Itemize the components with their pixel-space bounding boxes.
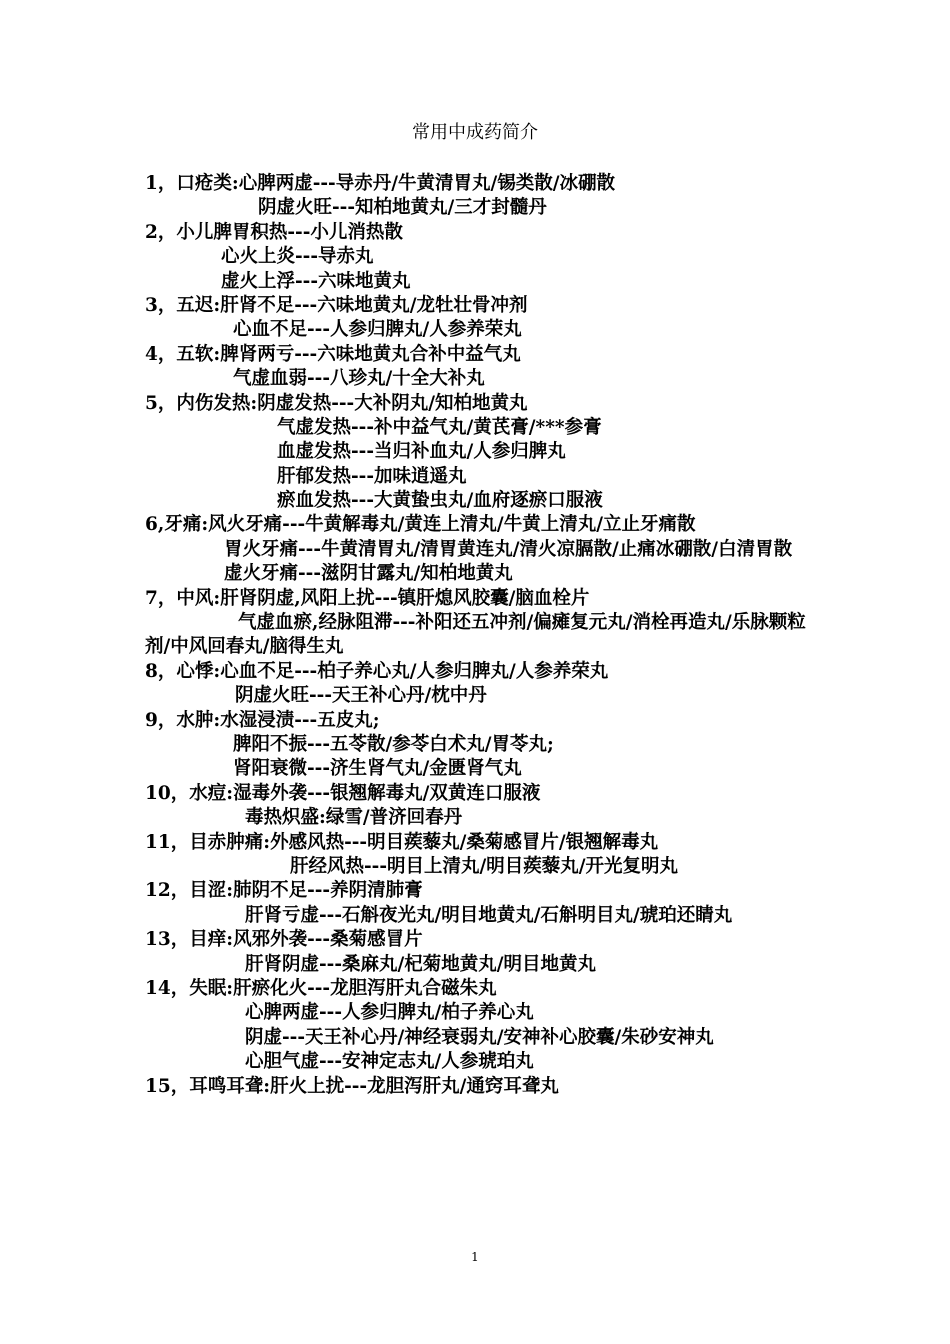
text-line: 10，水痘:湿毒外袭---银翘解毒丸/双黄连口服液 bbox=[145, 782, 541, 804]
text-line: 9，水肿:水湿浸渍---五皮丸; bbox=[145, 709, 380, 731]
text-line: 4，五软:脾肾两亏---六味地黄丸合补中益气丸 bbox=[145, 343, 521, 365]
text-line: 胃火牙痛---牛黄清胃丸/清胃黄连丸/清火凉膈散/止痛冰硼散/白清胃散 bbox=[224, 538, 793, 560]
text-line: 心血不足---人参归脾丸/人参养荣丸 bbox=[233, 319, 522, 341]
text-line: 5，内伤发热:阴虚发热---大补阴丸/知柏地黄丸 bbox=[145, 392, 528, 414]
text-line: 8，心悸:心血不足---柏子养心丸/人参归脾丸/人参养荣丸 bbox=[145, 660, 609, 682]
text-line: 12，目涩:肺阴不足---养阴清肺膏 bbox=[145, 880, 423, 902]
text-line: 3，五迟:肝肾不足---六味地黄丸/龙牡壮骨冲剂 bbox=[145, 294, 528, 316]
text-line: 14，失眠:肝瘀化火---龙胆泻肝丸合磁朱丸 bbox=[145, 977, 497, 999]
text-line: 11，目赤肿痛:外感风热---明目蒺藜丸/桑菊感冒片/银翘解毒丸 bbox=[145, 831, 659, 853]
text-line: 肝经风热---明目上清丸/明目蒺藜丸/开光复明丸 bbox=[290, 856, 679, 877]
page-number: 1 bbox=[471, 1250, 479, 1264]
text-line: 气虚血弱---八珍丸/十全大补丸 bbox=[233, 368, 485, 390]
text-line: 阴虚火旺---天王补心丹/枕中丹 bbox=[235, 685, 487, 707]
text-line: 肝肾阴虚---桑麻丸/杞菊地黄丸/明目地黄丸 bbox=[245, 953, 597, 975]
document-body bbox=[145, 172, 810, 1099]
text-line: 毒热炽盛:绿雪/普济回春丹 bbox=[245, 807, 463, 829]
text-line: 肝郁发热---加味逍遥丸 bbox=[277, 465, 467, 487]
text-line: 气虚血瘀,经脉阻滞---补阳还五冲剂/偏瘫复元丸/消栓再造丸/乐脉颗粒剂/中风回春丸/脑得生丸 bbox=[145, 612, 806, 658]
text-line: 肝肾亏虚---石斛夜光丸/明目地黄丸/石斛明目丸/琥珀还睛丸 bbox=[245, 904, 733, 926]
text-line: 15，耳鸣耳聋:肝火上扰---龙胆泻肝丸/通窍耳聋丸 bbox=[145, 1075, 559, 1097]
text-line: 心火上炎---导赤丸 bbox=[221, 246, 374, 268]
text-line: 脾阳不振---五苓散/参苓白术丸/胃苓丸; bbox=[233, 734, 554, 756]
text-line: 1，口疮类:心脾两虚---导赤丹/牛黄清胃丸/锡类散/冰硼散 bbox=[145, 173, 616, 194]
text-line: 肾阳衰微---济生肾气丸/金匮肾气丸 bbox=[233, 758, 522, 780]
text-line: 2，小儿脾胃积热---小儿消热散 bbox=[145, 221, 403, 243]
text-line: 7，中风:肝肾阴虚,风阳上扰---镇肝熄风胶囊/脑血栓片 bbox=[145, 587, 590, 609]
text-line: 气虚发热---补中益气丸/黄芪膏/***参膏 bbox=[277, 416, 602, 438]
text-line: 心脾两虚---人参归脾丸/柏子养心丸 bbox=[245, 1002, 534, 1024]
text-line: 血虚发热---当归补血丸/人参归脾丸 bbox=[277, 441, 566, 463]
text-line: 6,牙痛:风火牙痛---牛黄解毒丸/黄连上清丸/牛黄上清丸/立止牙痛散 bbox=[145, 514, 696, 536]
page-title: 常用中成药简介 bbox=[412, 122, 538, 143]
text-line: 瘀血发热---大黄蛰虫丸/血府逐瘀口服液 bbox=[277, 490, 603, 512]
text-line: 心胆气虚---安神定志丸/人参琥珀丸 bbox=[245, 1051, 534, 1073]
text-line: 阴虚火旺---知柏地黄丸/三才封髓丹 bbox=[258, 197, 547, 219]
text-line: 虚火牙痛---滋阴甘露丸/知柏地黄丸 bbox=[224, 563, 513, 585]
text-line: 阴虚---天王补心丹/神经衰弱丸/安神补心胶囊/朱砂安神丸 bbox=[245, 1026, 714, 1048]
text-line: 虚火上浮---六味地黄丸 bbox=[221, 270, 411, 292]
text-line: 13，目痒:风邪外袭---桑菊感冒片 bbox=[145, 929, 423, 951]
